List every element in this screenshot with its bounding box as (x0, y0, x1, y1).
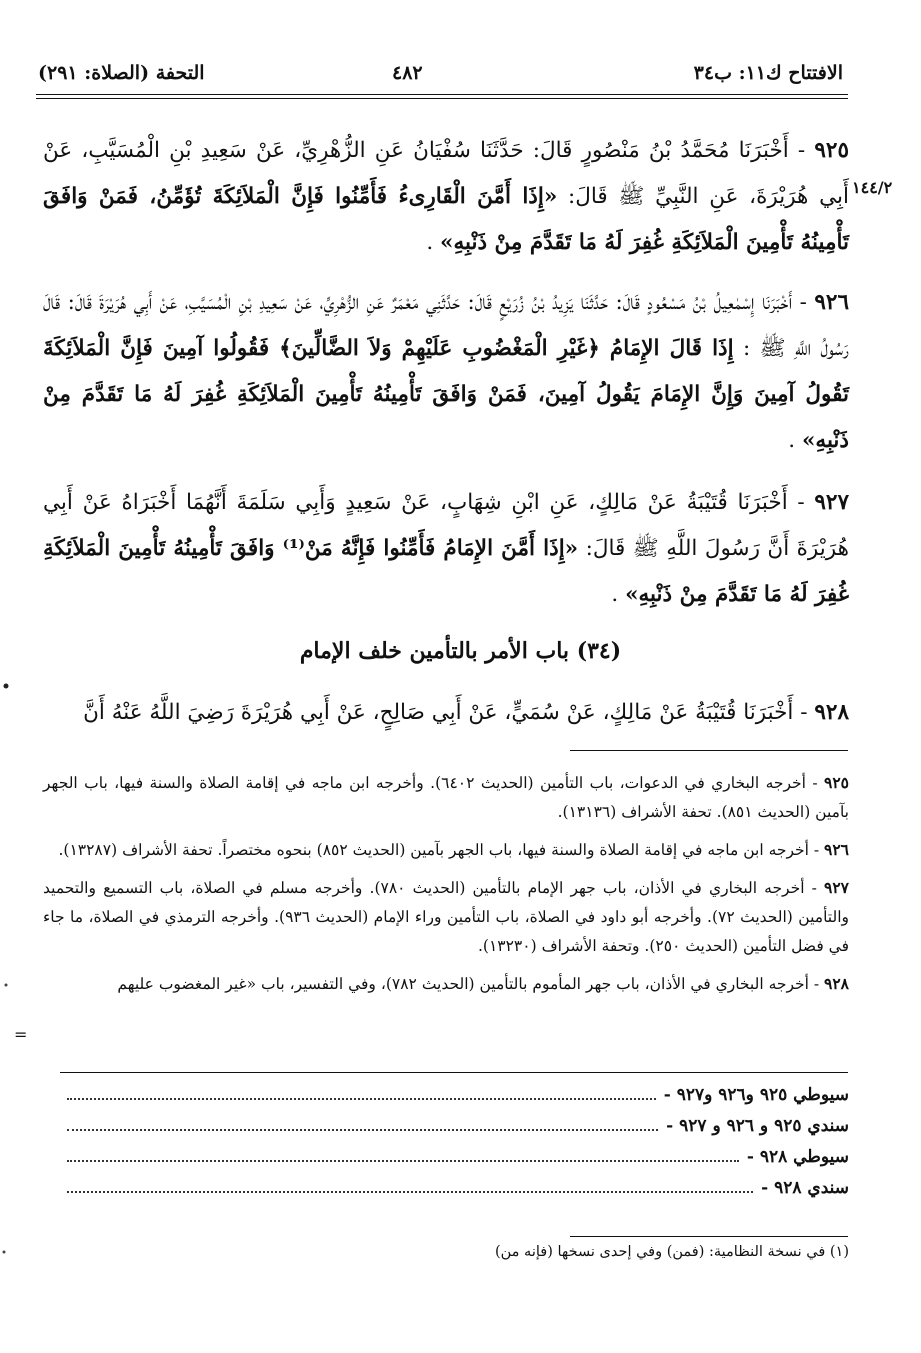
header-chapter: الافتتاح ك١١: ب٣٤ (693, 62, 843, 84)
footnote-text: - أخرجه البخاري في الدعوات، باب التأمين (الحديث ٦٤٠٢). وأخرجه ابن ماجه في إقامة الصلاة والسنة فيها، باب الجهر بآمين (الحديث ٨٥١). تحفة الأشراف (١٣١٣٦). (43, 774, 849, 821)
hadith-number: ٩٢٨ (814, 700, 849, 725)
commentary-label: سيوطي ٩٢٨ - (746, 1147, 849, 1167)
hadith-quote: «إِذَا أَمَّنَ الإِمَامُ فَأَمِّنُوا فَإِنَّهُ مَنْ⁽¹⁾ وَافَقَ تَأْمِينُهُ تَأْمِينَ الْمَلاَئِكَةِ غُفِرَ لَهُ مَا تَقَدَّمَ مِنْ ذَنْبِهِ» (43, 536, 849, 607)
hadith-quote: إِذَا قَالَ الإِمَامُ ﴿غَيْرِ الْمَغْضُوبِ عَلَيْهِمْ وَلاَ الضَّالِّينَ﴾ فَقُولُوا آمِينَ فَإِنَّ الْمَلاَئِكَةَ تَقُولُ آمِينَ وَإِنَّ الإِمَامَ يَقُولُ آمِينَ، فَمَنْ وَافَقَ تَأْمِينُهُ تَأْمِينَ الْمَلاَئِكَةِ غُفِرَ لَهُ مَا تَقَدَّمَ مِنْ ذَنْبِهِ» (43, 336, 849, 453)
footnote-text: - أخرجه البخاري في الأذان، باب جهر المأموم بالتأمين (الحديث ٧٨٢)، وفي التفسير، باب «غير المغضوب عليهم (117, 975, 820, 993)
section-title: (٣٤) باب الأمر بالتأمين خلف الإمام (299, 638, 622, 664)
hadith-number: ٩٢٦ (814, 290, 849, 315)
hadith-end: . (426, 230, 434, 255)
commentary-label: سندي ٩٢٥ و ٩٢٦ و ٩٢٧ - (666, 1116, 849, 1136)
hadith-end: . (611, 582, 619, 607)
hadith-number: ٩٢٧ (814, 490, 849, 515)
margin-note: ١٤٤/٢ (852, 178, 893, 197)
hadith-number: ٩٢٥ (814, 138, 849, 163)
variant-note: (١) في نسخة النظامية: (فمن) وفي إحدى نسخها (فإنه من) (494, 1244, 849, 1260)
footnote-text: - أخرجه ابن ماجه في إقامة الصلاة والسنة فيها، باب الجهر بآمين (الحديث ٨٥٢) بنحوه مختصراً. تحفة الأشراف (١٣٢٨٧). (58, 841, 820, 859)
hadith-text: - أَخْبَرَنَا قُتَيْبَةُ عَنْ مَالِكٍ، عَنِ ابْنِ شِهَابٍ، عَنْ سَعِيدٍ وَأَبِي سَلَمَةَ أَنَّهُمَا أَخْبَرَاهُ عَنْ أَبِي هُرَيْرَةَ أَنَّ رَسُولَ اللَّهِ ﷺ قَالَ: (43, 490, 849, 561)
footnote-number: ٩٢٧ (824, 878, 849, 897)
hadith-text: - أَخْبَرَنَا مُحَمَّدُ بْنُ مَنْصُورٍ قَالَ: حَدَّثَنَا سُفْيَانُ عَنِ الزُّهْرِيِّ، عَنْ سَعِيدِ بْنِ الْمُسَيَّبِ، عَنْ أَبِي هُرَيْرَةَ، عَنِ النَّبِيِّ ﷺ قَالَ: (43, 138, 849, 209)
hadith-text: - أَخْبَرَنَا إِسْمٰعِيلُ بْنُ مَسْعُودٍ قَالَ: حَدَّثَنَا يَزِيدُ بْنُ زُرَيْعٍ قَالَ: حَدَّثَنِي مَعْمَرٌ عَنِ الزُّهْرِيِّ، عَنْ سَعِيدِ بْنِ الْمُسَيَّبِ، عَنْ أَبِي هُرَيْرَةَ قَالَ: قَالَ رَسُولُ اللَّهِ ﷺ : (43, 290, 849, 361)
commentary-label: سيوطي ٩٢٥ و٩٢٦ و٩٢٧ - (663, 1085, 849, 1105)
commentary-label: سندي ٩٢٨ - (761, 1178, 849, 1198)
footnote-number: ٩٢٦ (824, 840, 849, 859)
footnote-number: ٩٢٥ (824, 773, 849, 792)
hadith-quote: «إِذَا أَمَّنَ الْقَارِىءُ فَأَمِّنُوا فَإِنَّ الْمَلاَئِكَةَ تُؤَمِّنُ، فَمَنْ وَافَقَ تَأْمِينُهُ تَأْمِينَ الْمَلاَئِكَةِ غُفِرَ لَهُ مَا تَقَدَّمَ مِنْ ذَنْبِهِ» (43, 184, 849, 255)
hadith-end: . (788, 428, 796, 453)
footnote-text: - أخرجه البخاري في الأذان، باب جهر الإمام بالتأمين (الحديث ٧٨٠). وأخرجه مسلم في الصلاة، باب التسميع والتحميد والتأمين (الحديث ٧٢). وأخرجه أبو داود في الصلاة، باب التأمين وراء الإمام (الحديث ٩٣٦). وأخرجه الترمذي في الصلاة، ما جاء في فضل التأمين (الحديث ٢٥٠). وتحفة الأشراف (١٣٢٣٠). (43, 879, 849, 955)
header-reference: التحفة (الصلاة: ٢٩١) (38, 62, 205, 84)
continuation-mark: = (14, 1025, 28, 1044)
footnote-number: ٩٢٨ (824, 974, 849, 993)
page-number: ٤٨٢ (392, 62, 423, 84)
hadith-text: - أَخْبَرَنَا قُتَيْبَةُ عَنْ مَالِكٍ، عَنْ سُمَيٍّ، عَنْ أَبِي صَالِحٍ، عَنْ أَبِي هُرَيْرَةَ رَضِيَ اللَّهُ عَنْهُ أَنَّ (83, 700, 808, 725)
